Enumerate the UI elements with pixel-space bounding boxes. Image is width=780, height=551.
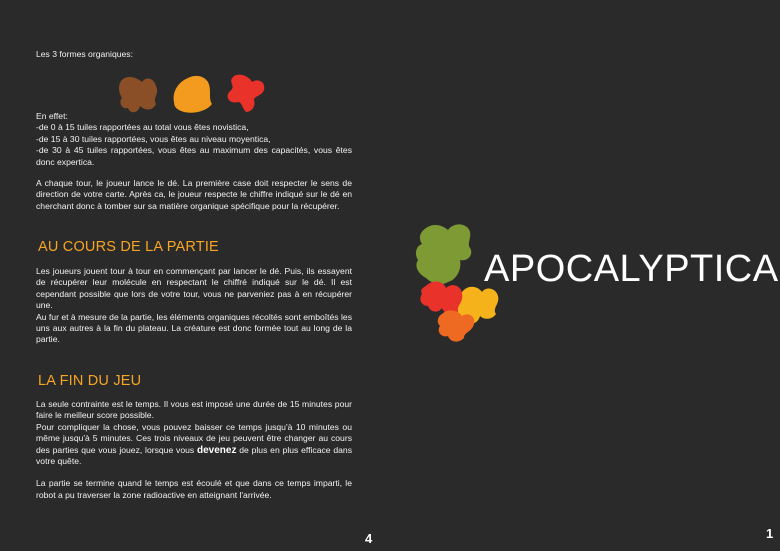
effect-line: -de 30 à 45 tuiles rapportées, vous êtes au maximum des capacités, vous êtes donc expertica. — [36, 145, 352, 167]
end-game-text-2 — [36, 422, 352, 468]
logo-title: APOCALYPTICA — [484, 248, 779, 290]
effect-list — [36, 111, 352, 168]
end-game-text-2b: de plus en plus efficace dans votre quête. — [36, 444, 352, 467]
red-organic-shape-icon — [224, 72, 268, 116]
emphasized-word: devenez — [197, 444, 237, 456]
intro-label: Les 3 formes organiques: — [36, 49, 133, 59]
end-game-text-1: La seule contrainte est le temps. Il vous est imposé une durée de 15 minutes pour faire le meilleur score possible. — [36, 399, 352, 421]
during-game-text-2: Au fur et à mesure de la partie, les éléments organiques récoltés sont emboîtés les uns aux autres à la fin du plateau. La créature est donc formée tout au long de la partie. — [36, 311, 352, 345]
end-game-paragraph — [36, 399, 352, 501]
turn-paragraph — [36, 178, 352, 212]
effect-line: -de 0 à 15 tuiles rapportées au total vous êtes novistica, — [36, 122, 249, 133]
effect-line: -de 15 à 30 tuiles rapportées, vous êtes au niveau moyentica, — [36, 133, 271, 144]
page-number-left: 4 — [365, 531, 373, 546]
section-heading-end-game: LA FIN DU JEU — [38, 373, 142, 389]
orange-organic-shape-icon — [170, 72, 214, 116]
organic-shapes-row — [116, 72, 268, 116]
section-heading-during-game: AU COURS DE LA PARTIE — [38, 239, 219, 255]
page-number-right: 1 — [766, 526, 774, 541]
apocalyptica-logo — [412, 220, 779, 350]
end-game-text-2a: Pour compliquer la chose, vous pouvez baisser ce temps jusqu'à 10 minutes ou même jusqu'à 5 minutes. Ces trois niveaux de jeu peuvent être changer au cours des parties que vous jouez, lorsque vous — [36, 421, 352, 455]
turn-text: A chaque tour, le joueur lance le dé. La première case doit respecter le sens de direction de votre carte. Après ca, le joueur respecte le chiffre indiqué sur le dé en cherchant donc à tomber sur sa matière organique spécifique pour la récupérer. — [36, 178, 352, 211]
end-game-text-3: La partie se termine quand le temps est écoulé et que dans ce temps imparti, le robot a pu traverser la zone radioactive en atteignant l'arrivée. — [36, 478, 352, 500]
during-game-paragraph — [36, 266, 352, 346]
right-page — [390, 0, 780, 551]
effect-line: En effet: — [36, 111, 68, 121]
during-game-text-1: Les joueurs jouent tour à tour en commençant par lancer le dé. Puis, ils essayent de récupérer leur molécule en respectant le chiffré indiqué sur le dé. Il est cependant possible que lors de votre tour, vous ne parveniez pas à en récupérer une. — [36, 266, 352, 311]
brown-organic-shape-icon — [116, 72, 160, 116]
